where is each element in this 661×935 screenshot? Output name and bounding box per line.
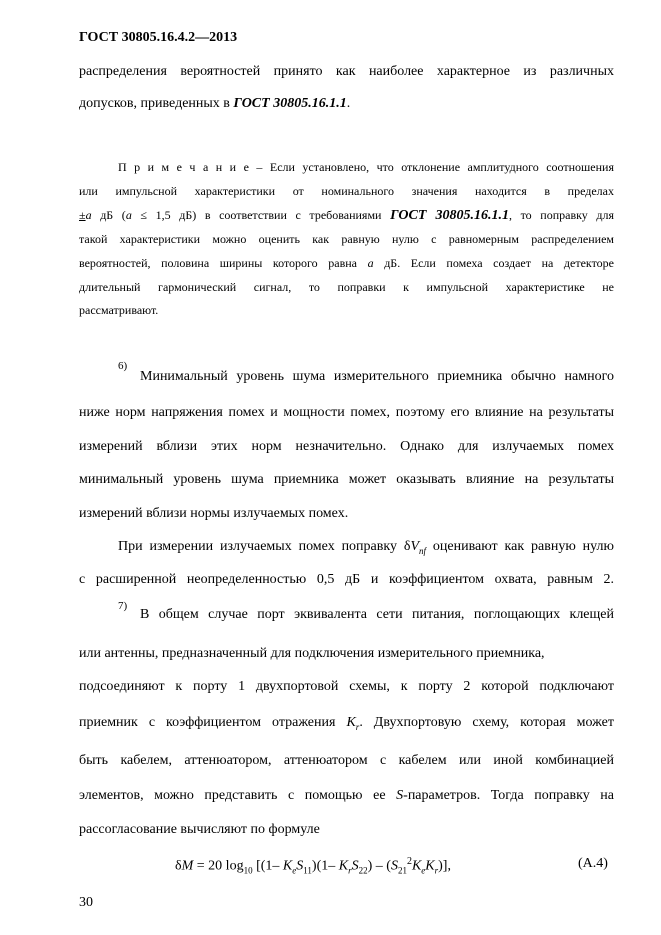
standard-reference: ГОСТ 30805.16.1.1 (390, 208, 509, 223)
standard-reference: ГОСТ 30805.16.1.1 (233, 96, 347, 111)
footnote-marker-7: 7) (118, 600, 128, 612)
section6-line-1: Минимальный уровень шума измерительного приемника обычно намного (140, 369, 614, 384)
section7-line-1: В общем случае порт эквивалента сети питания, поглощающих клещей (140, 607, 614, 622)
section6-line-2: ниже норм напряжения помех и мощности помех, поэтому его влияние на результаты (79, 405, 614, 420)
intro-line-2: допусков, приведенных в ГОСТ 30805.16.1.1. (79, 96, 351, 111)
section7-line-3: подсоединяют к порту 1 двухпортовой схемы, к порту 2 которой подключают (79, 679, 614, 694)
note-line-1: П р и м е ч а н и е – Если установлено, что отклонение амплитудного соотношения (118, 160, 614, 174)
section7-line-2: или антенны, предназначенный для подключения измерительного приемника, (79, 646, 545, 661)
section6-line-4: минимальный уровень шума приемника может оказывать влияние на результаты (79, 472, 614, 487)
note-line-2: или импульсной характеристики от номинального значения находится в пределах (79, 184, 614, 198)
note-line-6: длительный гармонический сигнал, то поправки к импульсной характеристике не (79, 280, 614, 294)
note-line-3: ±a дБ (a ≤ 1,5 дБ) в соответствии с требованиями ГОСТ 30805.16.1.1, то поправку для (79, 208, 615, 223)
page-header: ГОСТ 30805.16.4.2—2013 (79, 30, 238, 45)
note-line-7: рассматривают. (79, 303, 159, 317)
section6-line-5: измерений вблизи нормы излучаемых помех. (79, 506, 349, 521)
formula-number: (А.4) (578, 856, 608, 871)
page-number: 30 (79, 895, 93, 910)
intro-line-1: распределения вероятностей принято как наиболее характерное из различных (79, 64, 614, 79)
section7-line-4: приемник с коэффициентом отражения $K_r$. Двухпортовую схему, которая может (79, 715, 614, 732)
section7-line-6: элементов, можно представить с помощью ее S-параметров. Тогда поправку на (79, 788, 615, 803)
section6-p2-line-2: с расширенной неопределенностью 0,5 дБ и коэффициентом охвата, равным 2. (79, 572, 614, 587)
section6-line-3: измерений вблизи этих норм незначительно. Однако для излучаемых помех (79, 439, 614, 454)
section6-p2-line-1: При измерении излучаемых помех поправку $\delta V_{nf}$ оценивают как равную нулю (118, 539, 614, 556)
note-line-4: такой характеристики можно оценить как равную нулю с равномерным распределением (79, 232, 614, 246)
intro-text: допусков, приведенных в (79, 96, 234, 111)
section7-line-5: быть кабелем, аттенюатором, аттенюатором с кабелем или иной комбинацией (79, 753, 614, 768)
formula-a4: δM = 20 $\log_{10} [(1-$ $K_eS_{11})(1-$ $K_rS_{22}) - (S_{21}^2K_eK_r)$], (175, 856, 451, 876)
note-line-5: вероятностей, половина ширины которого равна a дБ. Если помеха создает на детекторе (79, 256, 615, 270)
footnote-marker-6: 6) (118, 360, 128, 372)
note-label: П р и м е ч а н и е (118, 160, 249, 174)
section7-line-7: рассогласование вычисляют по формуле (79, 822, 320, 837)
